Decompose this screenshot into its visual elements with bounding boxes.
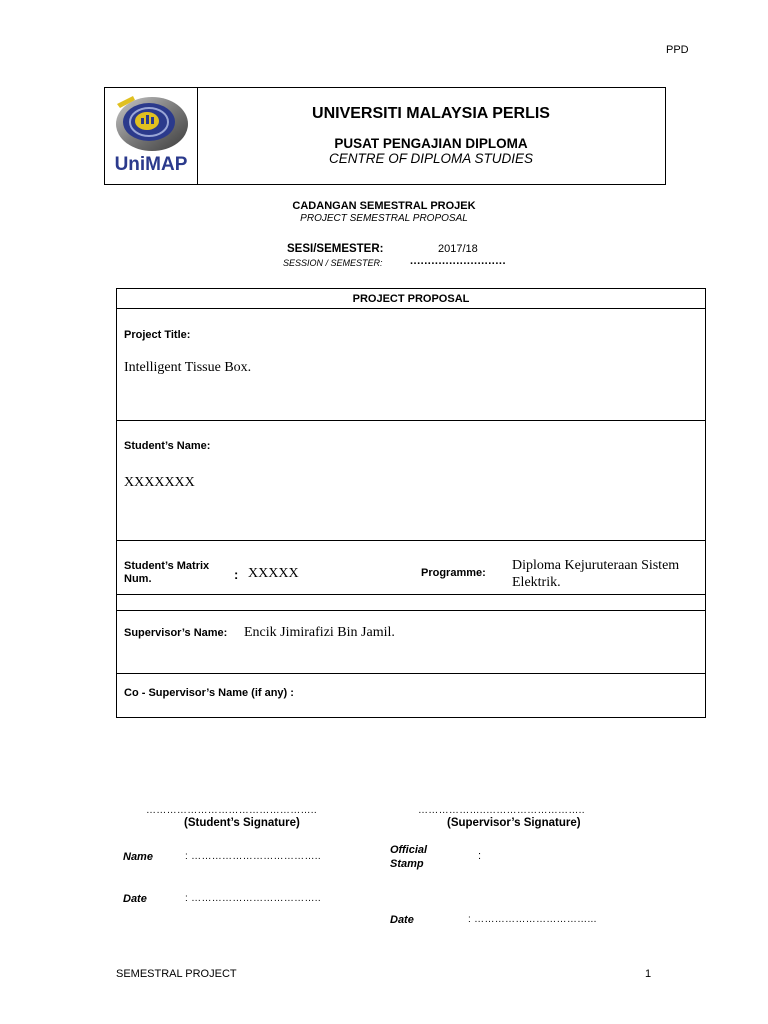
supervisor-value[interactable]: Encik Jimirafizi Bin Jamil. xyxy=(244,625,395,640)
official-stamp-label-line1: Official xyxy=(390,844,428,856)
matrix-value[interactable]: XXXXX xyxy=(248,566,299,581)
supervisor-label: Supervisor’s Name: xyxy=(124,627,228,639)
project-title-value[interactable]: Intelligent Tissue Box. xyxy=(124,360,252,375)
divider xyxy=(117,308,705,309)
form-title-malay: CADANGAN SEMESTRAL PROJEK xyxy=(292,200,476,212)
official-stamp-colon: : xyxy=(478,850,482,862)
official-stamp-label xyxy=(390,843,427,871)
logo-cell xyxy=(105,88,198,184)
university-name: UNIVERSITI MALAYSIA PERLIS xyxy=(312,105,550,122)
supervisor-date-label: Date xyxy=(390,914,414,926)
student-signature-line[interactable]: ………………………………………….. xyxy=(146,805,317,816)
student-signature-caption: (Student’s Signature) xyxy=(184,817,300,829)
matrix-label xyxy=(124,560,209,586)
programme-value[interactable] xyxy=(512,557,679,591)
logo-text: UniMAP xyxy=(114,154,188,175)
official-stamp-label-line2: Stamp xyxy=(390,858,424,870)
supervisor-signature-caption: (Supervisor’s Signature) xyxy=(447,817,581,829)
cosupervisor-label: Co - Supervisor’s Name (if any) : xyxy=(124,687,294,699)
page-code: PPD xyxy=(666,44,689,56)
divider xyxy=(117,594,705,595)
university-logo xyxy=(105,88,197,184)
name-label: Name xyxy=(123,851,153,863)
session-label-english: SESSION / SEMESTER: xyxy=(283,258,383,268)
divider xyxy=(117,673,705,674)
programme-value-line2: Elektrik. xyxy=(512,575,561,590)
footer-label: SEMESTRAL PROJECT xyxy=(116,968,237,980)
page-number: 1 xyxy=(645,968,652,980)
centre-name-malay: PUSAT PENGAJIAN DIPLOMA xyxy=(334,136,528,151)
supervisor-date-field[interactable]: : ……………………………... xyxy=(468,914,597,925)
project-title-label: Project Title: xyxy=(124,329,191,341)
form-title-english: PROJECT SEMESTRAL PROPOSAL xyxy=(300,213,468,224)
matrix-label-line2: Num. xyxy=(124,573,152,585)
supervisor-signature-line[interactable]: ………………..……………………….. xyxy=(418,805,585,816)
divider xyxy=(117,610,705,611)
matrix-colon: : xyxy=(234,567,239,582)
session-dots: ........................... xyxy=(410,255,507,267)
matrix-label-line1: Student’s Matrix xyxy=(124,560,210,572)
programme-value-line1: Diploma Kejuruteraan Sistem xyxy=(512,558,680,573)
session-value[interactable]: 2017/18 xyxy=(438,243,478,255)
divider xyxy=(117,540,705,541)
student-name-label: Student’s Name: xyxy=(124,440,211,452)
session-label-malay: SESI/SEMESTER: xyxy=(287,243,384,255)
divider xyxy=(117,420,705,421)
date-field[interactable]: : ……………………………….. xyxy=(185,893,321,904)
programme-label: Programme: xyxy=(421,567,486,579)
student-name-value[interactable]: XXXXXXX xyxy=(124,475,195,490)
date-label: Date xyxy=(123,893,147,905)
proposal-heading: PROJECT PROPOSAL xyxy=(352,293,470,305)
name-field[interactable]: : ……………………………….. xyxy=(185,851,321,862)
proposal-table xyxy=(116,288,706,718)
centre-name-english: CENTRE OF DIPLOMA STUDIES xyxy=(328,151,534,166)
